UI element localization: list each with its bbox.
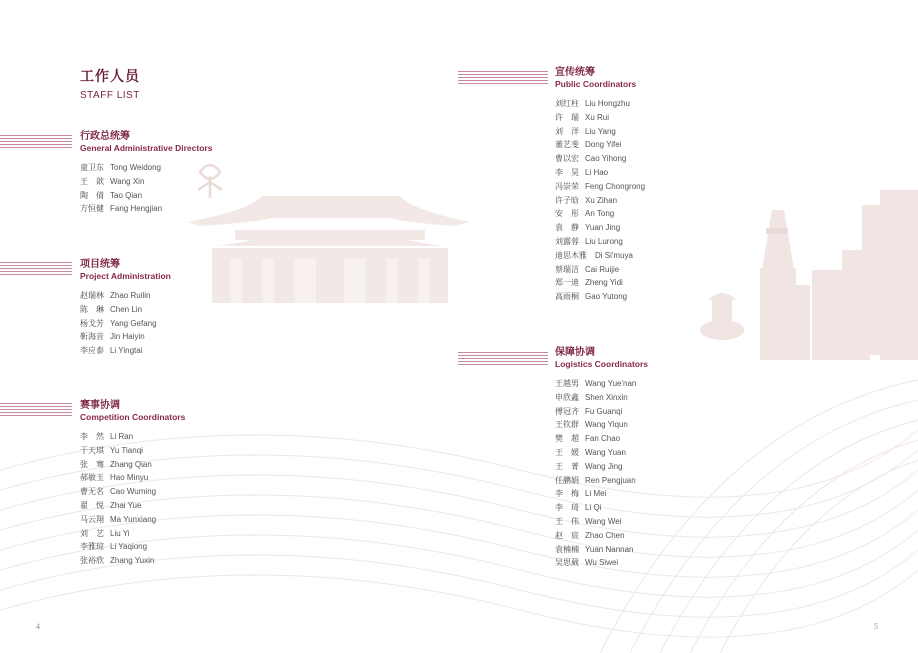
name-cn: 刘 艺 [80,528,104,538]
list-item [555,556,648,570]
name-cn: 袁楠楠 [555,544,579,554]
name-cn: 杨戈芳 [80,318,104,328]
name-cn: 袁 静 [555,223,579,233]
list-item [555,276,645,290]
decor-lines-competition [0,403,72,418]
name-en: Tong Weidong [110,163,161,172]
name-cn: 刘露蓉 [555,236,579,246]
name-en: Wang Yiqun [585,420,628,430]
name-en: Yuan Nannan [585,544,634,554]
staff-list [80,430,185,568]
name-en: Zheng Yidi [585,278,623,288]
name-en: Zhang Qian [110,459,152,469]
name-en: Zhao Chen [585,530,625,540]
name-en: Yuan Jing [585,223,621,233]
name-en: Hao Minyu [110,473,149,483]
name-en: Di Si'muya [595,250,633,260]
list-item [80,303,171,317]
list-item [555,529,648,543]
list-item [555,418,648,432]
decor-lines-public [458,71,548,86]
name-cn: 李 昊 [555,167,579,177]
list-item [555,405,648,419]
name-cn: 蔡瑞洁 [555,264,579,274]
list-item [80,471,185,485]
list-item [80,202,212,216]
name-cn: 马云翔 [80,514,104,524]
list-item [555,235,645,249]
name-cn: 童卫东 [80,163,104,172]
list-item [555,543,648,557]
name-cn: 王钦群 [555,420,579,430]
name-en: Zhao Ruilin [110,291,151,300]
name-cn: 赵 宸 [555,530,579,540]
name-en: Zhai Yue [110,500,142,510]
name-cn: 王 歆 [80,176,104,186]
section-public-coordinators [555,67,645,304]
list-item [80,554,185,568]
name-en: Li Yaqiong [110,542,148,552]
section-heading-en: Public Coordinators [555,79,637,89]
name-en: Shen Xinxin [585,392,628,402]
list-item [80,540,185,554]
list-item [80,527,185,541]
name-en: Ma Yunxiang [110,514,157,524]
section-heading-cn: 行政总统筹 [80,131,130,142]
name-cn: 曹以宏 [555,154,579,164]
list-item [80,330,171,344]
decor-lines-project [0,262,72,277]
section-heading-en: Logistics Coordinators [555,359,649,369]
staff-list [80,161,212,216]
section-competition-coordinators [80,400,185,568]
section-general-directors [80,131,212,216]
name-cn: 王 媛 [555,447,579,457]
name-en: Wang Wei [585,516,622,526]
name-en: Wang Yue'nan [585,379,637,388]
list-item [80,189,212,203]
section-heading-cn: 保障协调 [555,347,595,358]
decor-lines-logistics [458,352,548,367]
name-cn: 吴思葳 [555,558,579,568]
name-en: Yu Tianqi [110,445,143,455]
list-item [555,487,648,501]
gate-building-illustration [188,196,470,303]
name-en: Feng Chongrong [585,181,646,191]
name-cn: 李 琦 [555,503,579,513]
section-logistics-coordinators [555,347,648,570]
name-cn: 翟 悦 [80,500,104,510]
name-cn: 王 伟 [555,516,579,526]
name-en: Li Hao [585,167,609,177]
list-item [555,111,645,125]
staff-list [555,97,645,304]
decor-lines-general [0,135,72,150]
name-en: Zhang Yuxin [110,556,155,566]
page-title-en: STAFF LIST [80,90,140,101]
name-en: Li Qi [585,503,602,513]
name-en: Wu Siwei [585,558,619,568]
name-cn: 冯崇荣 [555,181,579,191]
list-item [555,290,645,304]
list-item [555,501,648,515]
list-item [555,249,645,263]
name-cn: 许子晗 [555,195,579,205]
list-item [80,444,185,458]
list-item [555,207,645,221]
name-cn: 陈 琳 [80,304,104,314]
name-en: Dong Yifei [585,140,622,150]
section-heading-cn: 宣传统筹 [555,67,595,78]
page-title-cn: 工作人员 [80,68,140,84]
name-en: Ren Pengjuan [585,475,636,485]
list-item [80,513,185,527]
name-cn: 陶 倩 [80,190,104,200]
list-item [80,344,171,358]
list-item [555,432,648,446]
section-heading-en: General Administrative Directors [80,143,213,153]
name-en: Li Yingtai [110,346,143,356]
list-item [555,166,645,180]
list-item [555,138,645,152]
name-en: Li Mei [585,489,607,499]
name-en: Li Ran [110,432,134,441]
list-item [555,97,645,111]
name-cn: 王 菁 [555,461,579,471]
name-en: Liu Hongzhu [585,99,630,108]
name-en: Yang Gefang [110,318,157,328]
name-en: Liu Yi [110,528,130,538]
name-cn: 董艺斐 [555,140,579,150]
staff-list [80,289,171,358]
name-en: Tao Qian [110,190,143,200]
section-heading-cn: 赛事协调 [80,400,120,411]
list-item [555,125,645,139]
name-cn: 方恒健 [80,204,104,214]
name-cn: 靳海音 [80,332,104,342]
list-item [80,499,185,513]
name-cn: 许 瑞 [555,112,579,122]
list-item [555,515,648,529]
name-cn: 曹无名 [80,487,104,497]
list-item [555,474,648,488]
name-cn: 李 梅 [555,489,579,499]
name-en: Cao Wuming [110,487,157,497]
name-en: Xu Rui [585,112,610,122]
page-number-right: 5 [874,622,878,631]
section-heading-cn: 项目统筹 [80,259,120,270]
name-cn: 赵瑞林 [80,291,104,300]
list-item [555,263,645,277]
list-item [555,446,648,460]
name-en: Fu Guanqi [585,406,623,416]
name-en: Chen Lin [110,304,143,314]
skyline-illustration [700,190,918,360]
name-cn: 郑一迪 [555,278,579,288]
list-item [80,161,212,175]
list-item [80,485,185,499]
name-cn: 迪思木雅 [555,250,587,260]
list-item [555,377,648,391]
name-en: Fang Hengjian [110,204,163,214]
list-item [555,152,645,166]
list-item [80,458,185,472]
name-cn: 李雅琼 [80,542,104,552]
name-en: Wang Xin [110,176,145,186]
name-cn: 安 彤 [555,209,579,219]
name-en: Jin Haiyin [110,332,145,342]
name-cn: 任鹏娟 [555,475,579,485]
page-number-left: 4 [36,622,40,631]
section-heading-en: Competition Coordinators [80,412,186,422]
page-title [80,66,140,101]
name-cn: 高雨桐 [555,292,579,302]
section-project-administration [80,259,171,358]
name-en: An Tong [585,209,615,219]
list-item [80,175,212,189]
name-en: Cao Yihong [585,154,627,164]
name-cn: 樊 超 [555,434,579,444]
name-cn: 刘 洋 [555,126,579,136]
list-item [80,289,171,303]
list-item [555,194,645,208]
list-item [80,317,171,331]
name-en: Liu Lurong [585,236,623,246]
name-cn: 郝敏玉 [80,473,104,483]
list-item [555,180,645,194]
name-cn: 李应泰 [80,346,104,356]
name-cn: 申欣鑫 [555,392,579,402]
name-en: Cai Ruijie [585,264,620,274]
staff-list [555,377,648,570]
name-en: Fan Chao [585,434,621,444]
section-heading-en: Project Administration [80,271,171,281]
name-cn: 王越男 [555,379,579,388]
list-item [80,430,185,444]
name-cn: 李 然 [80,432,104,441]
list-item [555,221,645,235]
name-en: Wang Yuan [585,447,626,457]
list-item [555,391,648,405]
list-item [555,460,648,474]
name-en: Gao Yutong [585,292,628,302]
name-en: Xu Zihan [585,195,618,205]
name-cn: 于天琪 [80,445,104,455]
name-cn: 傅冠齐 [555,406,579,416]
name-en: Liu Yang [585,126,616,136]
name-cn: 张裕欣 [80,556,104,566]
name-cn: 刘红柱 [555,99,579,108]
name-en: Wang Jing [585,461,623,471]
name-cn: 张 骞 [80,459,104,469]
